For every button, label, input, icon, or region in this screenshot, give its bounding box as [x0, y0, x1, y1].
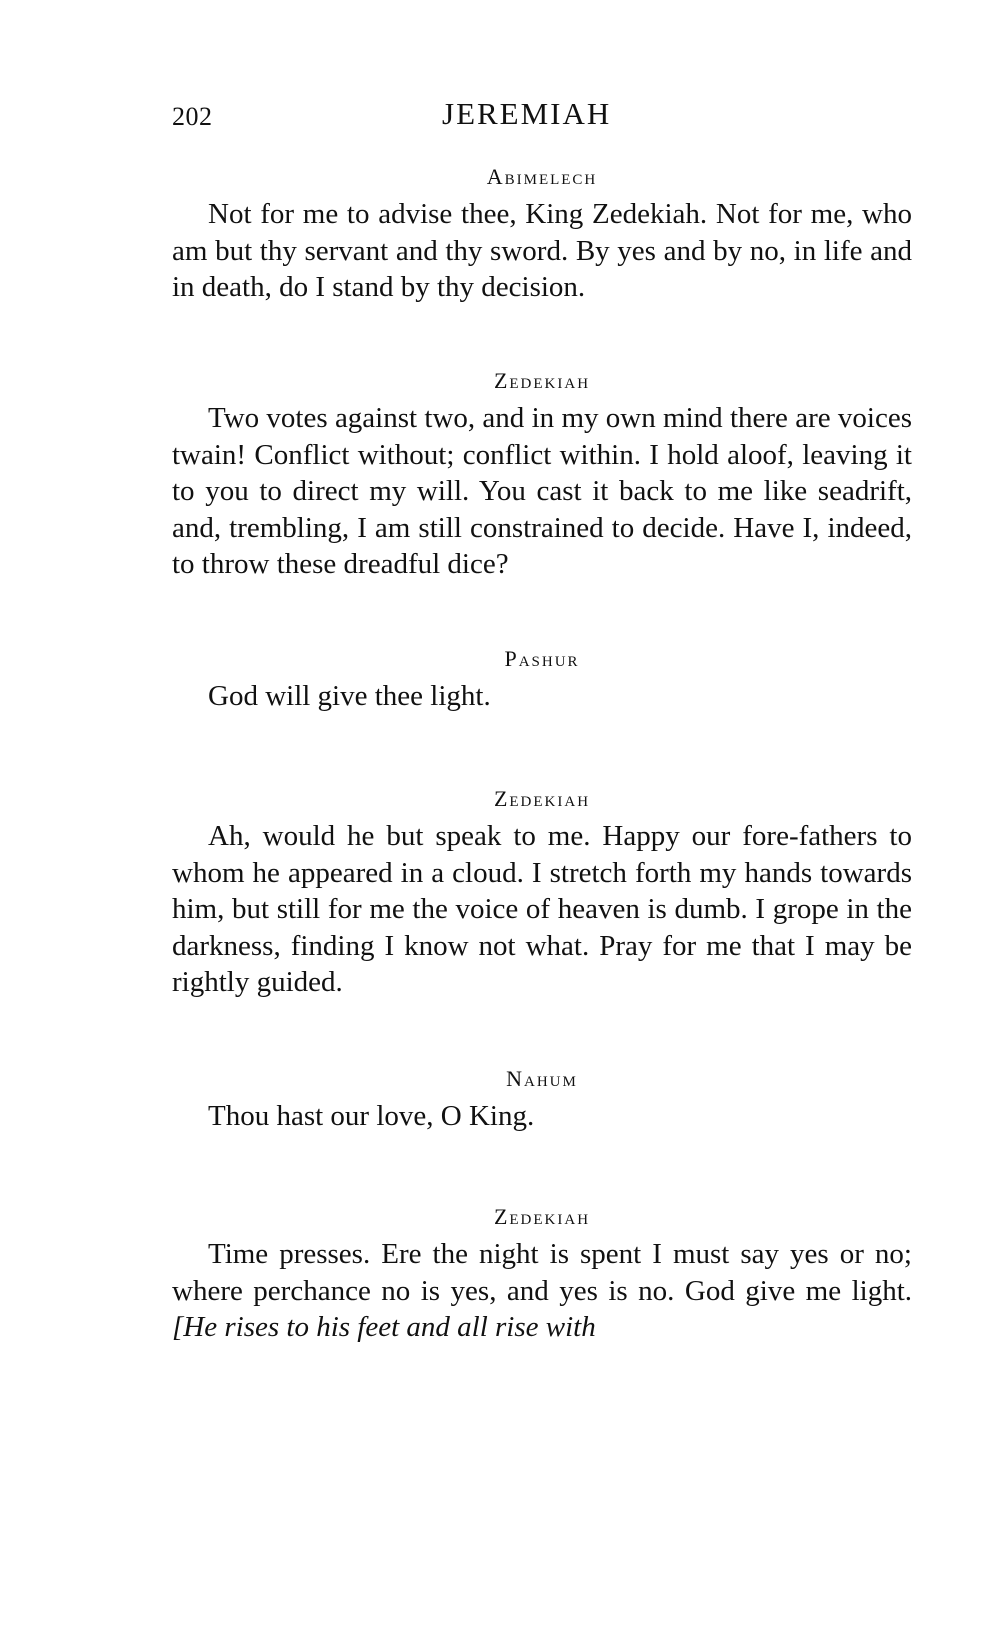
speaker-name: Nahum: [506, 1066, 578, 1091]
speech-block-zedekiah: [172, 1198, 912, 1346]
speech-words: Time presses. Ere the night is spent I must say yes or no; where perchance no is yes, and yes is no. God give me light.: [172, 1238, 912, 1307]
running-title: JEREMIAH: [442, 96, 612, 131]
speaker-name: Zedekiah: [493, 368, 591, 393]
speech-text: [172, 1236, 912, 1346]
speech-block-abimelech: [172, 158, 912, 306]
speech-block-nahum: [172, 1060, 912, 1135]
speech-text: Not for me to advise thee, King Zedekiah. Not for me, who am but thy servant and thy sword. By yes and by no, in life and in death, do I stand by thy decision.: [172, 198, 912, 303]
speech-text: Two votes against two, and in my own mind there are voices twain! Conflict without; conflict within. I hold aloof, leaving it to you to direct my will. You cast it back to me like seadrift, and, trembling, I am still constrained to decide. Have I, indeed, to throw these dreadful dice?: [172, 402, 912, 580]
speech-text: God will give thee light.: [208, 680, 491, 712]
speaker-name: Abimelech: [486, 164, 598, 189]
speaker-name: Zedekiah: [493, 786, 591, 811]
page-header: [172, 96, 912, 140]
speech-block-zedekiah: [172, 362, 912, 583]
speech-text: Ah, would he but speak to me. Happy our fore-fathers to whom he appeared in a cloud. I stretch forth my hands towards him, but still for me the voice of heaven is dumb. I grope in the darkness, finding I know not what. Pray for me that I may be rightly guided.: [172, 820, 912, 998]
stage-direction: [He rises to his feet and all rise with: [172, 1311, 596, 1343]
speech-block-pashur: [172, 640, 912, 715]
speech-text: Thou hast our love, O King.: [208, 1100, 535, 1132]
speaker-name: Pashur: [504, 646, 580, 671]
speech-block-zedekiah: [172, 780, 912, 1001]
speaker-name: Zedekiah: [493, 1204, 591, 1229]
page-number: 202: [172, 102, 213, 131]
